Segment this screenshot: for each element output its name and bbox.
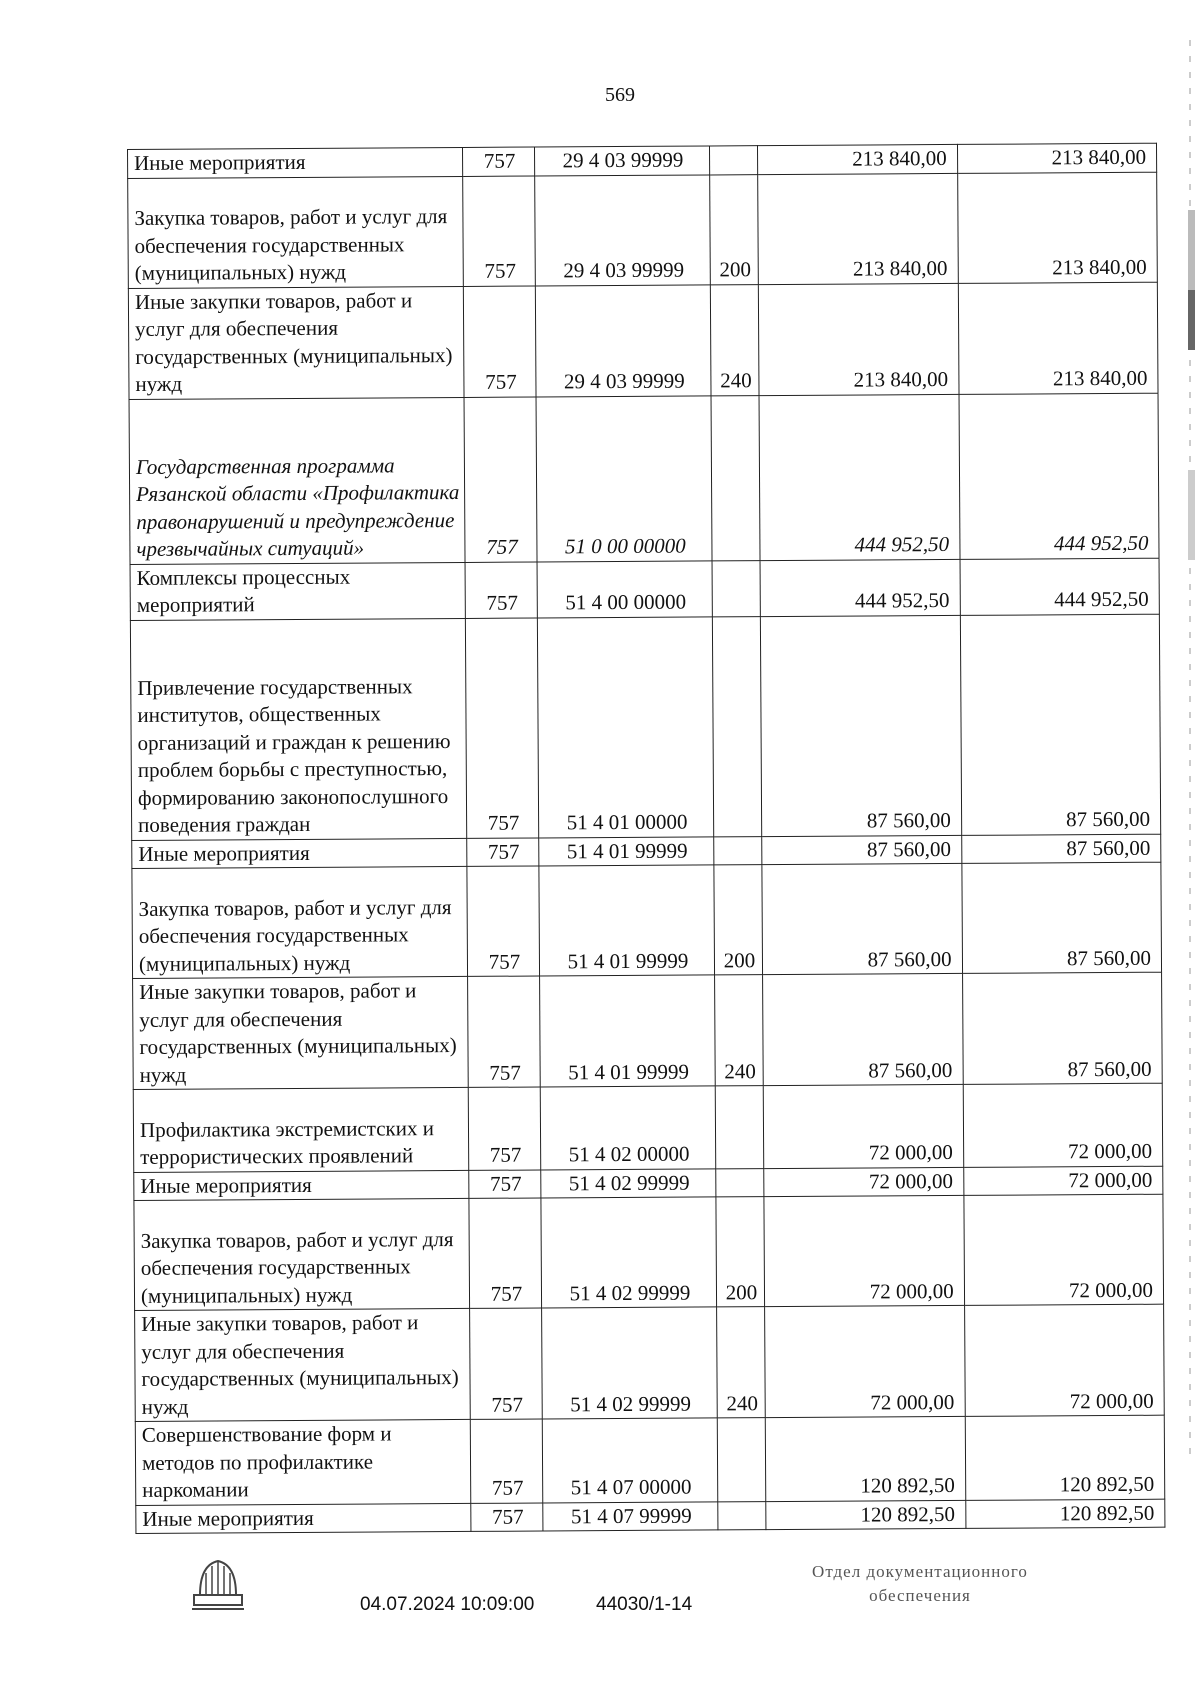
row-chapter-code-cell: 757 xyxy=(465,618,539,838)
row-name-cell: Государственная программа Рязанской области «Профилактика правонарушений и предупреждение чрезвычайных ситуаций» xyxy=(129,397,465,564)
table-row xyxy=(133,972,1163,1089)
row-amount-2-cell: 213 840,00 xyxy=(958,282,1158,394)
row-chapter-code-cell: 757 xyxy=(466,837,539,866)
scan-edge-artifact xyxy=(1188,40,1196,1460)
row-target-article-cell: 29 4 03 99999 xyxy=(535,146,710,176)
table-row xyxy=(133,1083,1162,1172)
row-chapter-code-cell: 757 xyxy=(468,1169,541,1198)
row-amount-2-cell: 444 952,50 xyxy=(959,393,1159,559)
row-amount-2-cell: 72 000,00 xyxy=(964,1304,1164,1416)
row-amount-1-cell: 120 892,50 xyxy=(766,1416,966,1501)
row-amount-1-cell: 87 560,00 xyxy=(762,863,962,974)
row-chapter-code-cell: 757 xyxy=(470,1502,543,1531)
row-amount-1-cell: 87 560,00 xyxy=(762,835,961,865)
row-target-article-cell: 29 4 03 99999 xyxy=(535,174,710,285)
footer-date: 04.07.2024 10:09:00 xyxy=(360,1594,535,1615)
stamp-line-1: Отдел документационного xyxy=(812,1562,1028,1581)
row-chapter-code-cell: 757 xyxy=(462,176,535,286)
row-amount-1-cell: 444 952,50 xyxy=(760,559,960,616)
row-amount-2-cell: 213 840,00 xyxy=(957,143,1157,173)
row-amount-1-cell: 213 840,00 xyxy=(758,173,958,284)
row-name-cell: Профилактика экстремистских и террористических проявлений xyxy=(133,1087,468,1172)
row-expense-type-cell xyxy=(715,1086,764,1169)
row-expense-type-cell: 200 xyxy=(709,174,758,284)
row-target-article-cell: 51 4 02 00000 xyxy=(540,1086,715,1170)
row-name-cell: Иные мероприятия xyxy=(134,1170,469,1201)
row-name-cell: Иные закупки товаров, работ и услуг для обеспечения государственных (муниципальных) нужд xyxy=(128,286,463,399)
budget-table xyxy=(127,143,1165,1534)
row-amount-2-cell: 444 952,50 xyxy=(960,558,1160,615)
row-amount-1-cell: 72 000,00 xyxy=(764,1195,964,1306)
row-expense-type-cell xyxy=(712,560,761,616)
row-target-article-cell: 51 4 07 00000 xyxy=(543,1418,718,1503)
row-chapter-code-cell: 757 xyxy=(469,1198,542,1308)
emblem-logo xyxy=(188,1555,248,1613)
table-row xyxy=(128,172,1158,288)
row-target-article-cell: 51 4 02 99999 xyxy=(541,1197,716,1308)
row-chapter-code-cell: 757 xyxy=(467,976,540,1087)
table-row xyxy=(130,558,1159,620)
row-expense-type-cell: 200 xyxy=(716,1197,765,1307)
row-expense-type-cell xyxy=(713,836,762,865)
budget-table-body xyxy=(128,143,1165,1533)
row-target-article-cell: 29 4 03 99999 xyxy=(536,284,711,396)
row-amount-2-cell: 87 560,00 xyxy=(962,862,1162,973)
row-amount-2-cell: 87 560,00 xyxy=(962,972,1162,1084)
row-target-article-cell: 51 4 01 99999 xyxy=(540,975,715,1087)
row-target-article-cell: 51 0 00 00000 xyxy=(536,395,711,561)
row-target-article-cell: 51 4 02 99999 xyxy=(542,1307,717,1419)
row-name-cell: Иные мероприятия xyxy=(132,838,467,869)
row-target-article-cell: 51 4 01 99999 xyxy=(539,865,714,976)
budget-table-sheet xyxy=(127,143,1165,1534)
row-target-article-cell: 51 4 01 99999 xyxy=(539,836,714,866)
footer-document-code: 44030/1-14 xyxy=(596,1594,693,1615)
row-chapter-code-cell: 757 xyxy=(470,1419,543,1503)
row-chapter-code-cell: 757 xyxy=(462,147,535,176)
row-amount-2-cell: 120 892,50 xyxy=(965,1415,1165,1500)
row-name-cell: Иные закупки товаров, работ и услуг для обеспечения государственных (муниципальных) нужд xyxy=(133,976,468,1089)
row-amount-2-cell: 87 560,00 xyxy=(960,614,1161,835)
row-expense-type-cell xyxy=(712,616,762,836)
row-amount-2-cell: 120 892,50 xyxy=(965,1499,1165,1529)
table-row xyxy=(129,393,1159,564)
row-amount-2-cell: 72 000,00 xyxy=(963,1166,1163,1196)
table-row xyxy=(135,1415,1164,1505)
row-expense-type-cell xyxy=(711,395,761,560)
row-expense-type-cell xyxy=(709,146,758,175)
row-name-cell: Закупка товаров, работ и услуг для обеспечения государственных (муниципальных) нужд xyxy=(128,176,463,288)
table-row xyxy=(136,1499,1165,1534)
row-amount-1-cell: 444 952,50 xyxy=(759,394,959,560)
table-row xyxy=(134,1194,1164,1310)
row-chapter-code-cell: 757 xyxy=(468,1087,541,1170)
row-amount-1-cell: 87 560,00 xyxy=(763,973,963,1085)
row-amount-2-cell: 87 560,00 xyxy=(961,834,1161,864)
row-expense-type-cell xyxy=(717,1501,766,1530)
row-name-cell: Закупка товаров, работ и услуг для обеспечения государственных (муниципальных) нужд xyxy=(134,1198,469,1310)
row-name-cell: Совершенствование форм и методов по профилактике наркомании xyxy=(135,1419,470,1505)
row-target-article-cell: 51 4 07 99999 xyxy=(543,1501,718,1531)
row-amount-2-cell: 213 840,00 xyxy=(957,172,1157,283)
row-amount-1-cell: 87 560,00 xyxy=(761,615,962,836)
row-expense-type-cell: 240 xyxy=(716,1307,765,1418)
table-row xyxy=(132,862,1162,978)
row-chapter-code-cell: 757 xyxy=(463,286,536,397)
row-amount-1-cell: 72 000,00 xyxy=(764,1084,964,1168)
row-target-article-cell: 51 4 00 00000 xyxy=(537,560,712,617)
row-amount-1-cell: 72 000,00 xyxy=(764,1167,963,1197)
row-name-cell: Привлечение государственных институтов, общественных организаций и граждан к решению проблем борьбы с преступностью, формированию законопослушного поведения граждан xyxy=(130,618,466,840)
row-expense-type-cell: 240 xyxy=(710,284,759,395)
table-row xyxy=(128,282,1158,399)
table-row xyxy=(130,614,1160,840)
row-name-cell: Закупка товаров, работ и услуг для обеспечения государственных (муниципальных) нужд xyxy=(132,866,467,978)
page-number: 569 xyxy=(605,84,635,106)
row-expense-type-cell: 240 xyxy=(714,975,763,1086)
row-chapter-code-cell: 757 xyxy=(469,1308,542,1419)
row-amount-1-cell: 213 840,00 xyxy=(758,144,957,174)
row-amount-2-cell: 72 000,00 xyxy=(963,1083,1163,1167)
row-name-cell: Иные закупки товаров, работ и услуг для обеспечения государственных (муниципальных) нужд xyxy=(135,1308,470,1421)
row-name-cell: Комплексы процессных мероприятий xyxy=(130,562,465,620)
row-chapter-code-cell: 757 xyxy=(464,397,538,562)
row-target-article-cell: 51 4 01 00000 xyxy=(538,616,714,837)
row-name-cell: Иные мероприятия xyxy=(128,147,463,178)
stamp-line-2: обеспечения xyxy=(869,1586,971,1605)
row-amount-1-cell: 72 000,00 xyxy=(765,1305,965,1417)
department-stamp xyxy=(770,1560,1070,1608)
row-amount-1-cell: 120 892,50 xyxy=(766,1500,965,1530)
row-expense-type-cell xyxy=(715,1168,764,1197)
table-row xyxy=(135,1304,1165,1421)
row-expense-type-cell: 200 xyxy=(714,865,763,975)
row-amount-2-cell: 72 000,00 xyxy=(964,1194,1164,1305)
row-target-article-cell: 51 4 02 99999 xyxy=(541,1168,716,1198)
row-expense-type-cell xyxy=(717,1418,766,1502)
row-amount-1-cell: 213 840,00 xyxy=(759,283,959,395)
row-chapter-code-cell: 757 xyxy=(465,562,538,618)
row-name-cell: Иные мероприятия xyxy=(136,1503,471,1534)
row-chapter-code-cell: 757 xyxy=(467,866,540,976)
